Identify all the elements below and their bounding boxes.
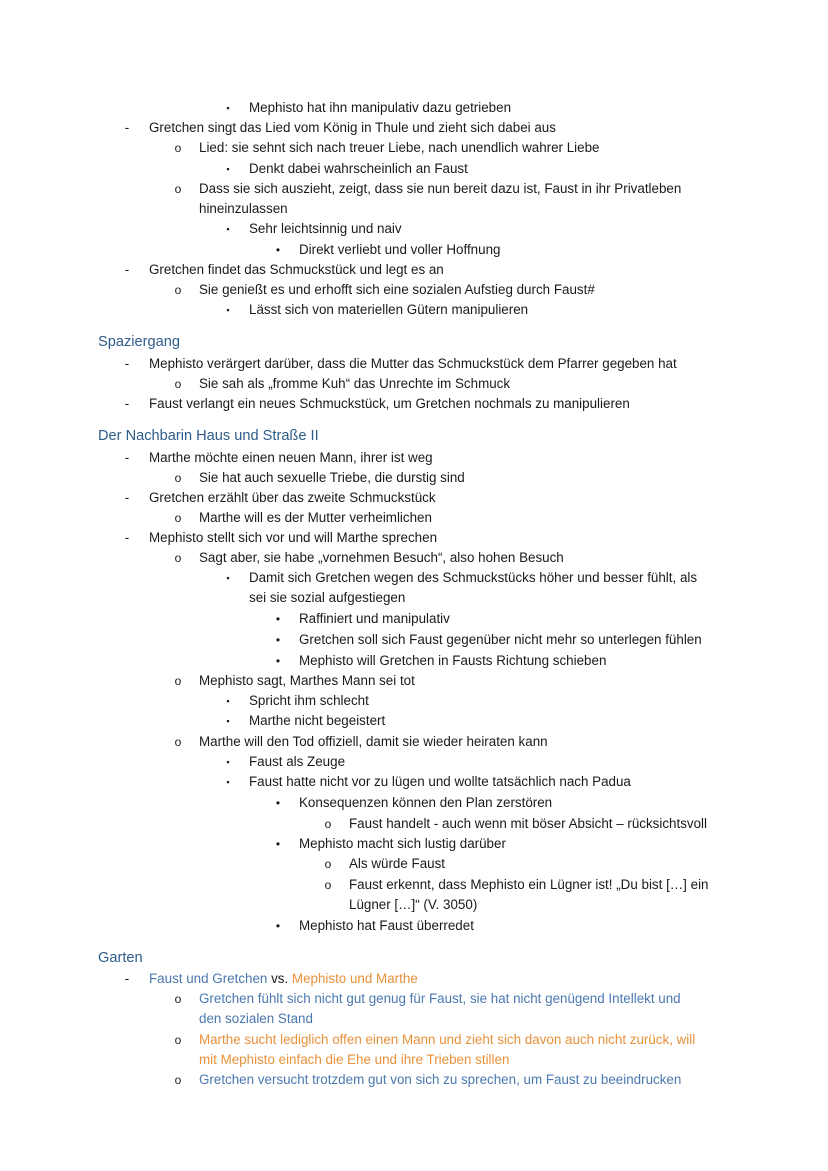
bullet-marker: ▪ bbox=[226, 777, 230, 787]
list-item-continuation: sei sie sozial aufgestiegen bbox=[249, 590, 406, 605]
list-item: Gretchen versucht trotzdem gut von sich zu sprechen, um Faust zu beeindrucken bbox=[199, 1072, 682, 1087]
bullet-marker: • bbox=[275, 796, 281, 810]
bullet-marker: • bbox=[275, 919, 281, 933]
list-item: Faust hatte nicht vor zu lügen und wollte tatsächlich nach Padua bbox=[249, 774, 631, 789]
list-item: Marthe sucht lediglich offen einen Mann und zieht sich davon auch nicht zurück, will bbox=[199, 1032, 696, 1047]
bullet-marker: o bbox=[324, 817, 332, 831]
list-item: Mephisto macht sich lustig darüber bbox=[299, 836, 506, 851]
bullet-marker: • bbox=[275, 654, 281, 668]
mephisto-marthe-label: Mephisto und Marthe bbox=[291, 971, 418, 986]
section-heading-garten: Garten bbox=[98, 950, 143, 966]
section-heading-nachbarin: Der Nachbarin Haus und Straße II bbox=[98, 428, 319, 444]
bullet-marker: o bbox=[174, 141, 182, 155]
list-item: Spricht ihm schlecht bbox=[249, 693, 369, 708]
list-item: Mephisto hat ihn manipulativ dazu getrieben bbox=[249, 100, 512, 115]
list-item-continuation: hineinzulassen bbox=[199, 201, 288, 216]
bullet-marker: ▪ bbox=[226, 103, 230, 113]
bullet-marker: - bbox=[124, 262, 130, 277]
list-item: Raffiniert und manipulativ bbox=[299, 611, 450, 626]
bullet-marker: o bbox=[174, 471, 182, 485]
bullet-marker: - bbox=[124, 971, 130, 986]
bullet-marker: - bbox=[124, 450, 130, 465]
list-item: Sie hat auch sexuelle Triebe, die durstig sind bbox=[199, 470, 465, 485]
bullet-marker: o bbox=[324, 878, 332, 892]
bullet-marker: o bbox=[174, 992, 182, 1006]
bullet-marker: o bbox=[174, 377, 182, 391]
list-item: Gretchen soll sich Faust gegenüber nicht mehr so unterlegen fühlen bbox=[299, 632, 702, 647]
list-item: Denkt dabei wahrscheinlich an Faust bbox=[249, 161, 468, 176]
list-item: Als würde Faust bbox=[349, 856, 446, 871]
list-item: Konsequenzen können den Plan zerstören bbox=[299, 795, 553, 810]
bullet-marker: o bbox=[174, 1033, 182, 1047]
list-item-continuation: Lügner […]“ (V. 3050) bbox=[349, 897, 478, 912]
list-item-continuation: mit Mephisto einfach die Ehe und ihre Trieben stillen bbox=[199, 1052, 510, 1067]
bullet-marker: • bbox=[275, 837, 281, 851]
bullet-marker: ▪ bbox=[226, 305, 230, 315]
bullet-marker: o bbox=[174, 551, 182, 565]
list-item-continuation: den sozialen Stand bbox=[199, 1011, 313, 1026]
list-item: Gretchen findet das Schmuckstück und legt es an bbox=[149, 262, 444, 277]
bullet-marker: o bbox=[174, 735, 182, 749]
list-item: Sagt aber, sie habe „vornehmen Besuch“, also hohen Besuch bbox=[199, 550, 564, 565]
list-item: Dass sie sich auszieht, zeigt, dass sie nun bereit dazu ist, Faust in ihr Privatleben bbox=[199, 181, 682, 196]
comparison-line bbox=[149, 969, 418, 989]
list-item: Sie sah als „fromme Kuh“ das Unrechte im Schmuck bbox=[199, 376, 511, 391]
list-item: Faust erkennt, dass Mephisto ein Lügner ist! „Du bist […] ein bbox=[349, 877, 709, 892]
bullet-marker: ▪ bbox=[226, 573, 230, 583]
list-item: Faust verlangt ein neues Schmuckstück, um Gretchen nochmals zu manipulieren bbox=[149, 396, 630, 411]
bullet-marker: - bbox=[124, 120, 130, 135]
list-item: Mephisto stellt sich vor und will Marthe sprechen bbox=[149, 530, 438, 545]
bullet-marker: o bbox=[174, 283, 182, 297]
list-item: Direkt verliebt und voller Hoffnung bbox=[299, 242, 501, 257]
bullet-marker: ▪ bbox=[226, 224, 230, 234]
bullet-marker: o bbox=[174, 182, 182, 196]
list-item: Gretchen fühlt sich nicht gut genug für Faust, sie hat nicht genügend Intellekt und bbox=[199, 991, 681, 1006]
list-item: Faust handelt - auch wenn mit böser Absicht – rücksichtsvoll bbox=[349, 816, 707, 831]
list-item: Gretchen erzählt über das zweite Schmuckstück bbox=[149, 490, 436, 505]
bullet-marker: - bbox=[124, 490, 130, 505]
bullet-marker: ▪ bbox=[226, 716, 230, 726]
list-item: Marthe nicht begeistert bbox=[249, 713, 386, 728]
bullet-marker: - bbox=[124, 530, 130, 545]
list-item: Lässt sich von materiellen Gütern manipulieren bbox=[249, 302, 529, 317]
list-item: Mephisto verärgert darüber, dass die Mutter das Schmuckstück dem Pfarrer gegeben hat bbox=[149, 356, 677, 371]
bullet-marker: o bbox=[174, 1073, 182, 1087]
bullet-marker: - bbox=[124, 396, 130, 411]
list-item: Marthe will es der Mutter verheimlichen bbox=[199, 510, 432, 525]
bullet-marker: - bbox=[124, 356, 130, 371]
list-item: Mephisto hat Faust überredet bbox=[299, 918, 474, 933]
list-item: Sehr leichtsinnig und naiv bbox=[249, 221, 402, 236]
section-heading-spaziergang: Spaziergang bbox=[98, 334, 180, 350]
list-item: Lied: sie sehnt sich nach treuer Liebe, nach unendlich wahrer Liebe bbox=[199, 140, 600, 155]
list-item: Gretchen singt das Lied vom König in Thule und zieht sich dabei aus bbox=[149, 120, 556, 135]
versus-label: vs. bbox=[267, 971, 292, 986]
list-item: Faust als Zeuge bbox=[249, 754, 346, 769]
list-item: Damit sich Gretchen wegen des Schmuckstücks höher und besser fühlt, als bbox=[249, 570, 698, 585]
bullet-marker: • bbox=[275, 243, 281, 257]
faust-gretchen-label: Faust und Gretchen bbox=[149, 971, 268, 986]
bullet-marker: ▪ bbox=[226, 696, 230, 706]
list-item: Marthe möchte einen neuen Mann, ihrer ist weg bbox=[149, 450, 433, 465]
list-item: Mephisto sagt, Marthes Mann sei tot bbox=[199, 673, 415, 688]
list-item: Sie genießt es und erhofft sich eine sozialen Aufstieg durch Faust# bbox=[199, 282, 595, 297]
bullet-marker: • bbox=[275, 612, 281, 626]
bullet-marker: ▪ bbox=[226, 164, 230, 174]
list-item: Mephisto will Gretchen in Fausts Richtung schieben bbox=[299, 653, 607, 668]
bullet-marker: ▪ bbox=[226, 757, 230, 767]
bullet-marker: o bbox=[174, 674, 182, 688]
bullet-marker: o bbox=[324, 857, 332, 871]
list-item: Marthe will den Tod offiziell, damit sie wieder heiraten kann bbox=[199, 734, 548, 749]
bullet-marker: o bbox=[174, 511, 182, 525]
bullet-marker: • bbox=[275, 633, 281, 647]
